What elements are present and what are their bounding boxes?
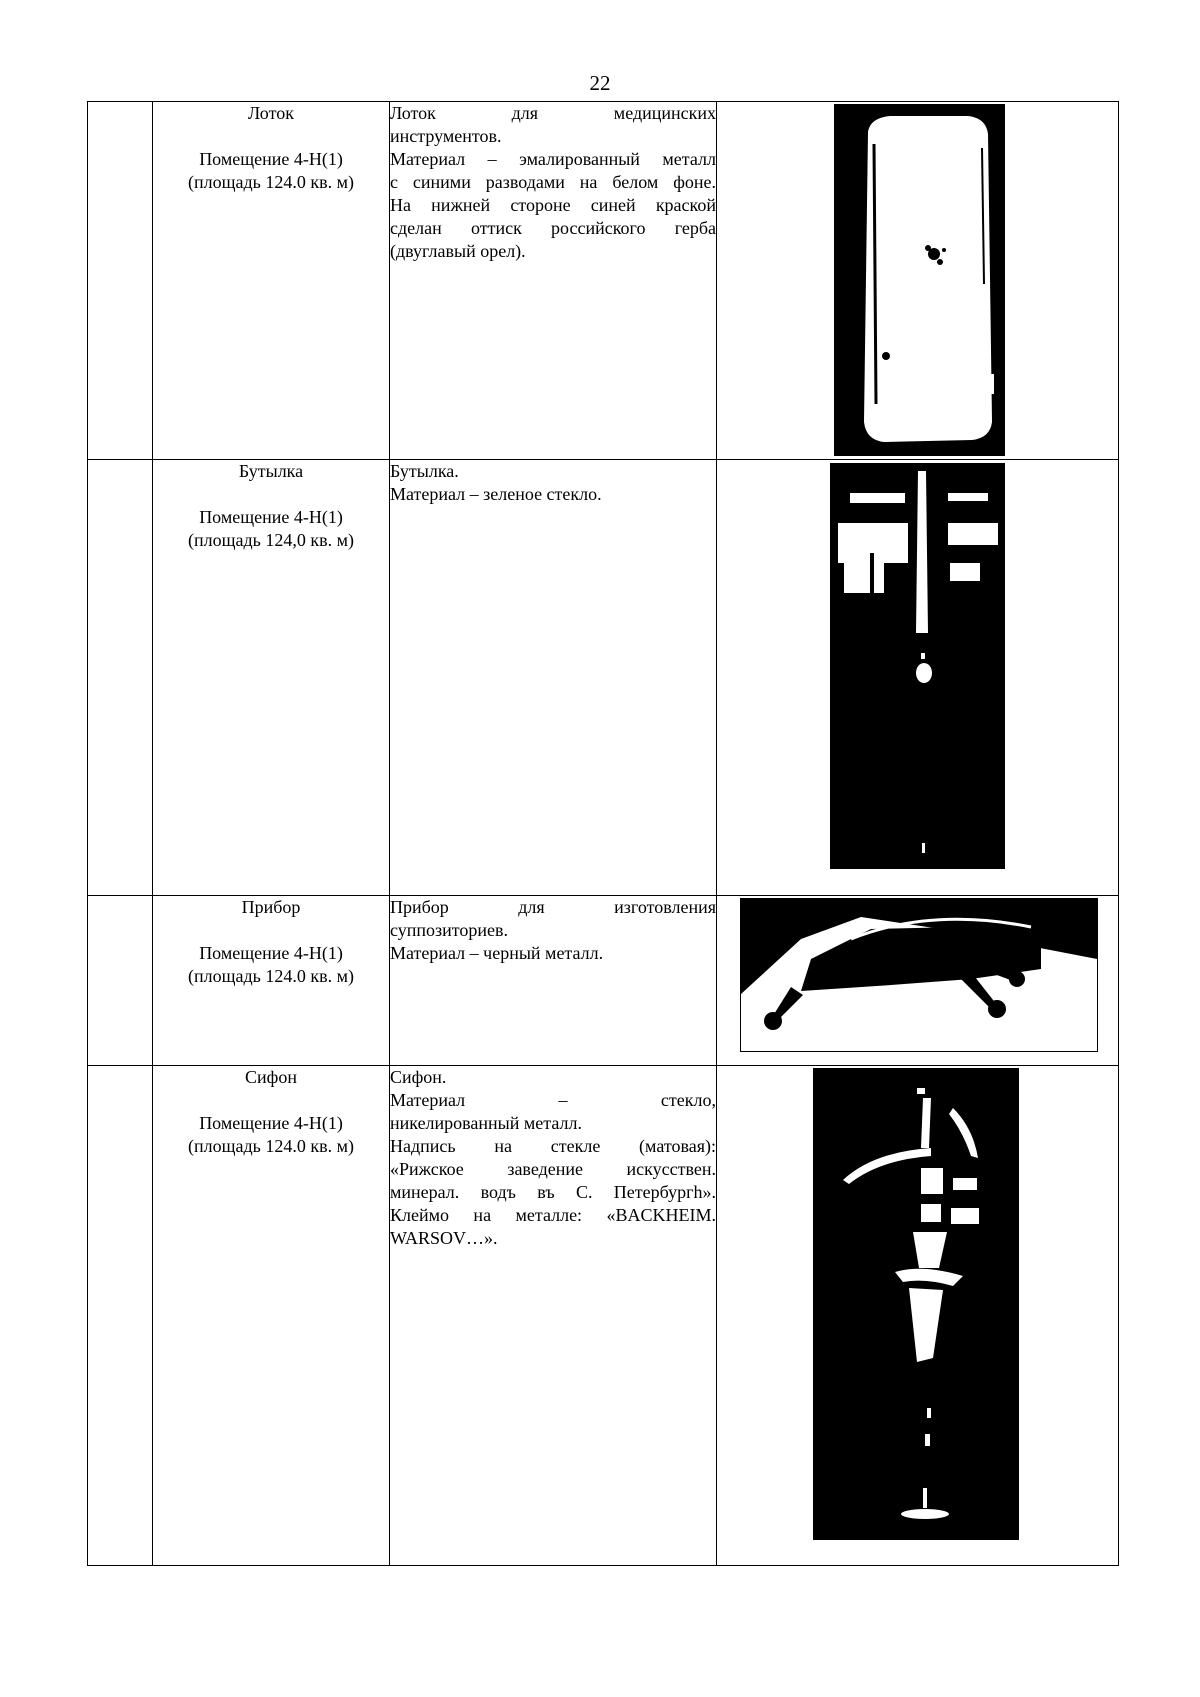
description-line: WARSOV…». — [390, 1228, 498, 1248]
description-line: «Рижское заведение искусствен. — [390, 1159, 716, 1179]
room-area: (площадь 124,0 кв. м) — [188, 530, 354, 550]
item-name-cell — [153, 460, 390, 896]
page-number: 22 — [589, 71, 611, 95]
description-line: инструментов. — [390, 126, 502, 146]
tray-photo — [834, 104, 1005, 456]
room-label: Помещение 4-Н(1) — [199, 507, 343, 527]
table-row — [88, 896, 1119, 1066]
description-line: Надпись на стекле (матовая): — [390, 1136, 716, 1156]
description-line: минерал. водъ въ С. Петербургh». — [390, 1182, 716, 1202]
item-title: Бутылка — [238, 461, 304, 481]
description-line: (двуглавый орел). — [390, 241, 526, 261]
room-area: (площадь 124.0 кв. м) — [188, 1136, 354, 1156]
item-room — [153, 1112, 389, 1158]
table-row — [88, 1066, 1119, 1566]
item-description-cell — [390, 896, 717, 1066]
description-line: Клеймо на металле: «BACKHEIM. — [390, 1205, 716, 1225]
table-row — [88, 460, 1119, 896]
item-description-cell — [390, 102, 717, 460]
description-line: Материал – черный металл. — [390, 943, 604, 963]
inventory-table — [87, 101, 1119, 1566]
room-area: (площадь 124.0 кв. м) — [188, 966, 354, 986]
description-line: суппозиториев. — [390, 920, 509, 940]
description-line: Сифон. — [390, 1067, 447, 1087]
row-number-cell — [88, 896, 153, 1066]
siphon-photo — [813, 1068, 1019, 1540]
item-name-cell — [153, 1066, 390, 1566]
description-line: Материал – зеленое стекло. — [390, 484, 602, 504]
room-area: (площадь 124.0 кв. м) — [188, 172, 354, 192]
item-room — [153, 148, 389, 194]
table-row — [88, 102, 1119, 460]
item-room — [153, 942, 389, 988]
room-label: Помещение 4-Н(1) — [199, 1113, 343, 1133]
item-photo-cell — [717, 896, 1119, 1066]
description-line: Бутылка. — [390, 461, 459, 481]
item-description-cell — [390, 1066, 717, 1566]
description-line: Материал – стекло, — [390, 1090, 716, 1110]
description-line: Лоток для медицинских — [390, 103, 716, 123]
description-line: На нижней стороне синей краской — [390, 195, 716, 215]
item-title: Лоток — [248, 103, 294, 123]
row-number-cell — [88, 102, 153, 460]
item-photo-cell — [717, 102, 1119, 460]
item-photo-cell — [717, 1066, 1119, 1566]
description-line: с синими разводами на белом фоне. — [390, 172, 716, 192]
row-number-cell — [88, 1066, 153, 1566]
description-line: никелированный металл. — [390, 1113, 582, 1133]
item-name-cell — [153, 896, 390, 1066]
room-label: Помещение 4-Н(1) — [199, 149, 343, 169]
description-line: Прибор для изготовления — [390, 897, 716, 917]
description-line: сделан оттиск российского герба — [390, 218, 716, 238]
item-room — [153, 506, 389, 552]
item-photo-cell — [717, 460, 1119, 896]
item-description-cell — [390, 460, 717, 896]
bottle-photo — [830, 463, 1005, 869]
row-number-cell — [88, 460, 153, 896]
item-name-cell — [153, 102, 390, 460]
description-line: Материал – эмалированный металл — [390, 149, 716, 169]
item-title: Прибор — [241, 897, 301, 917]
room-label: Помещение 4-Н(1) — [199, 943, 343, 963]
item-title: Сифон — [245, 1067, 297, 1087]
device-photo — [740, 898, 1098, 1052]
